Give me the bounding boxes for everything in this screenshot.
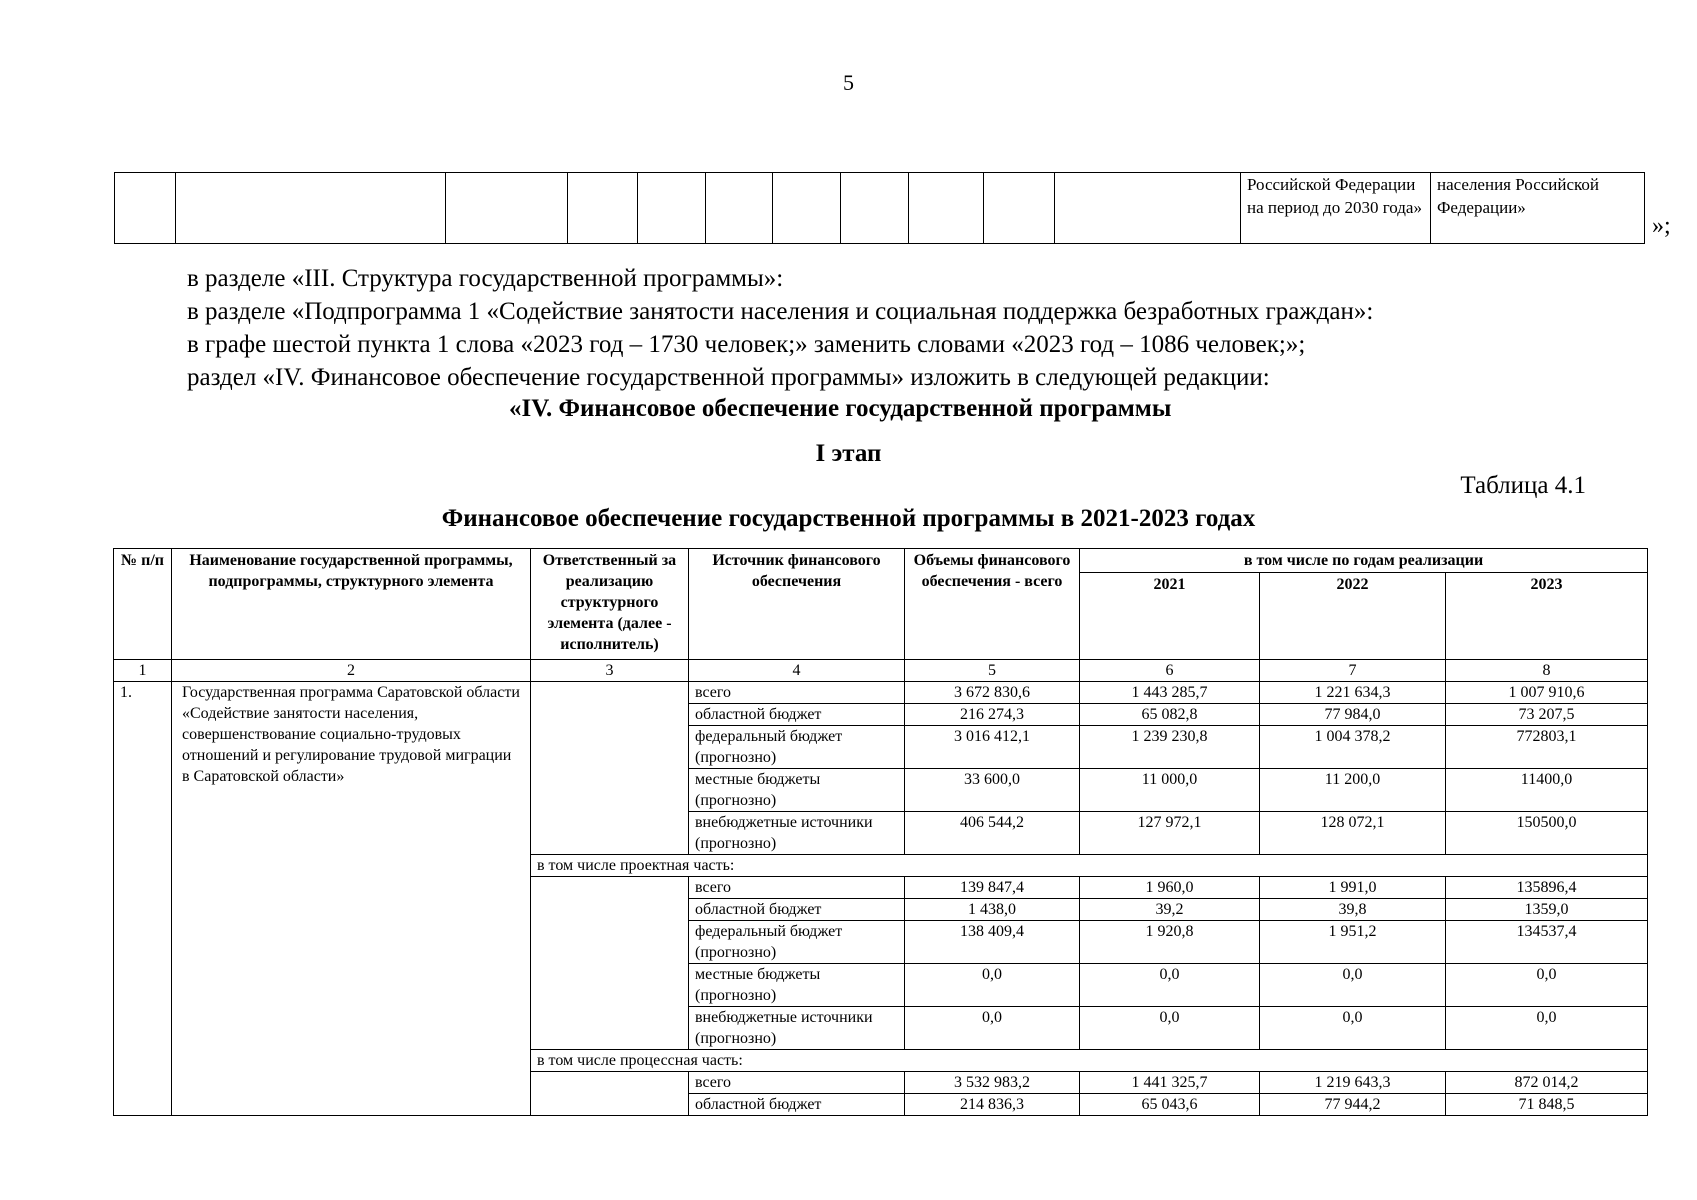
total-cell: 1 438,0 [905, 899, 1080, 921]
value-2023-cell: 0,0 [1446, 1007, 1648, 1050]
closing-quote: »; [1652, 213, 1671, 239]
table-row [115, 173, 1645, 244]
total-cell: 139 847,4 [905, 877, 1080, 899]
column-number-row [114, 660, 1648, 682]
total-cell: 3 672 830,6 [905, 682, 1080, 704]
value-2022-cell: 1 221 634,3 [1260, 682, 1446, 704]
value-2021-cell: 1 960,0 [1080, 877, 1260, 899]
stage-title: I этап [815, 440, 882, 467]
executor-cell [531, 682, 689, 855]
value-2023-cell: 1359,0 [1446, 899, 1648, 921]
value-2022-cell: 128 072,1 [1260, 812, 1446, 855]
total-cell: 138 409,4 [905, 921, 1080, 964]
total-cell: 216 274,3 [905, 704, 1080, 726]
value-2023-cell: 135896,4 [1446, 877, 1648, 899]
table-title: Финансовое обеспечение государственной программы в 2021-2023 годах [441, 505, 1256, 532]
header-num: № п/п [114, 549, 172, 660]
continued-table-fragment [114, 172, 1645, 244]
value-2021-cell: 11 000,0 [1080, 769, 1260, 812]
value-2023-cell: 134537,4 [1446, 921, 1648, 964]
total-cell: 214 836,3 [905, 1094, 1080, 1116]
header-total: Объемы финансового обеспечения - всего [905, 549, 1080, 660]
source-cell: федеральный бюджет (прогнозно) [689, 726, 905, 769]
section-title: «IV. Финансовое обеспечение государственной программы [509, 395, 1172, 422]
column-number: 6 [1080, 660, 1260, 682]
row-number: 1. [114, 682, 172, 1116]
value-2022-cell: 77 984,0 [1260, 704, 1446, 726]
paragraph: в разделе «Подпрограмма 1 «Содействие занятости населения и социальная поддержка безработных граждан»: [187, 298, 1374, 325]
header-2021: 2021 [1080, 573, 1260, 660]
table-cell: Российской Федерации на период до 2030 года» [1241, 173, 1431, 244]
header-name: Наименование государственной программы, подпрограммы, структурного элемента [172, 549, 531, 660]
column-number: 5 [905, 660, 1080, 682]
header-2023: 2023 [1446, 573, 1648, 660]
source-cell: внебюджетные источники (прогнозно) [689, 1007, 905, 1050]
column-number: 2 [172, 660, 531, 682]
value-2023-cell: 1 007 910,6 [1446, 682, 1648, 704]
value-2022-cell: 11 200,0 [1260, 769, 1446, 812]
program-name: Государственная программа Саратовской области «Содействие занятости населения, совершенствование социально-трудовых отношений и регулирование трудовой миграции в Саратовской области» [172, 682, 531, 1116]
header-2022: 2022 [1260, 573, 1446, 660]
executor-cell [531, 877, 689, 1050]
column-number: 4 [689, 660, 905, 682]
value-2023-cell: 11400,0 [1446, 769, 1648, 812]
value-2022-cell: 1 219 643,3 [1260, 1072, 1446, 1094]
header-row [114, 549, 1648, 573]
column-number: 8 [1446, 660, 1648, 682]
source-cell: всего [689, 682, 905, 704]
value-2022-cell: 1 951,2 [1260, 921, 1446, 964]
header-source: Источник финансового обеспечения [689, 549, 905, 660]
paragraph: раздел «IV. Финансовое обеспечение государственной программы» изложить в следующей редакции: [187, 364, 1270, 391]
source-cell: областной бюджет [689, 899, 905, 921]
process-part-label: в том числе процессная часть: [531, 1050, 1648, 1072]
value-2023-cell: 150500,0 [1446, 812, 1648, 855]
financing-table [113, 548, 1648, 1116]
total-cell: 3 532 983,2 [905, 1072, 1080, 1094]
value-2021-cell: 1 443 285,7 [1080, 682, 1260, 704]
header-executor: Ответственный за реализацию структурного элемента (далее - исполнитель) [531, 549, 689, 660]
value-2021-cell: 65 082,8 [1080, 704, 1260, 726]
value-2023-cell: 0,0 [1446, 964, 1648, 1007]
value-2021-cell: 65 043,6 [1080, 1094, 1260, 1116]
value-2023-cell: 73 207,5 [1446, 704, 1648, 726]
source-cell: всего [689, 1072, 905, 1094]
value-2023-cell: 71 848,5 [1446, 1094, 1648, 1116]
source-cell: местные бюджеты (прогнозно) [689, 964, 905, 1007]
value-2022-cell: 1 991,0 [1260, 877, 1446, 899]
source-cell: федеральный бюджет (прогнозно) [689, 921, 905, 964]
page-number: 5 [843, 70, 854, 95]
total-cell: 406 544,2 [905, 812, 1080, 855]
value-2022-cell: 1 004 378,2 [1260, 726, 1446, 769]
value-2021-cell: 0,0 [1080, 1007, 1260, 1050]
value-2022-cell: 0,0 [1260, 964, 1446, 1007]
source-cell: областной бюджет [689, 1094, 905, 1116]
paragraph: в разделе «III. Структура государственной программы»: [187, 265, 784, 292]
table-row [114, 682, 1648, 704]
value-2021-cell: 127 972,1 [1080, 812, 1260, 855]
project-part-label: в том числе проектная часть: [531, 855, 1648, 877]
source-cell: всего [689, 877, 905, 899]
value-2021-cell: 0,0 [1080, 964, 1260, 1007]
value-2021-cell: 1 441 325,7 [1080, 1072, 1260, 1094]
column-number: 7 [1260, 660, 1446, 682]
executor-cell [531, 1072, 689, 1116]
source-cell: внебюджетные источники (прогнозно) [689, 812, 905, 855]
source-cell: местные бюджеты (прогнозно) [689, 769, 905, 812]
value-2022-cell: 77 944,2 [1260, 1094, 1446, 1116]
total-cell: 3 016 412,1 [905, 726, 1080, 769]
total-cell: 0,0 [905, 1007, 1080, 1050]
value-2023-cell: 872 014,2 [1446, 1072, 1648, 1094]
header-years-group: в том числе по годам реализации [1080, 549, 1648, 573]
source-cell: областной бюджет [689, 704, 905, 726]
table-cell: населения Российской Федерации» [1431, 173, 1645, 244]
value-2021-cell: 1 920,8 [1080, 921, 1260, 964]
value-2023-cell: 772803,1 [1446, 726, 1648, 769]
table-label: Таблица 4.1 [1460, 472, 1586, 499]
paragraph: в графе шестой пункта 1 слова «2023 год – 1730 человек;» заменить словами «2023 год – 1086 человек;»; [187, 331, 1306, 358]
value-2022-cell: 0,0 [1260, 1007, 1446, 1050]
column-number: 3 [531, 660, 689, 682]
total-cell: 0,0 [905, 964, 1080, 1007]
value-2022-cell: 39,8 [1260, 899, 1446, 921]
value-2021-cell: 1 239 230,8 [1080, 726, 1260, 769]
total-cell: 33 600,0 [905, 769, 1080, 812]
column-number: 1 [114, 660, 172, 682]
value-2021-cell: 39,2 [1080, 899, 1260, 921]
